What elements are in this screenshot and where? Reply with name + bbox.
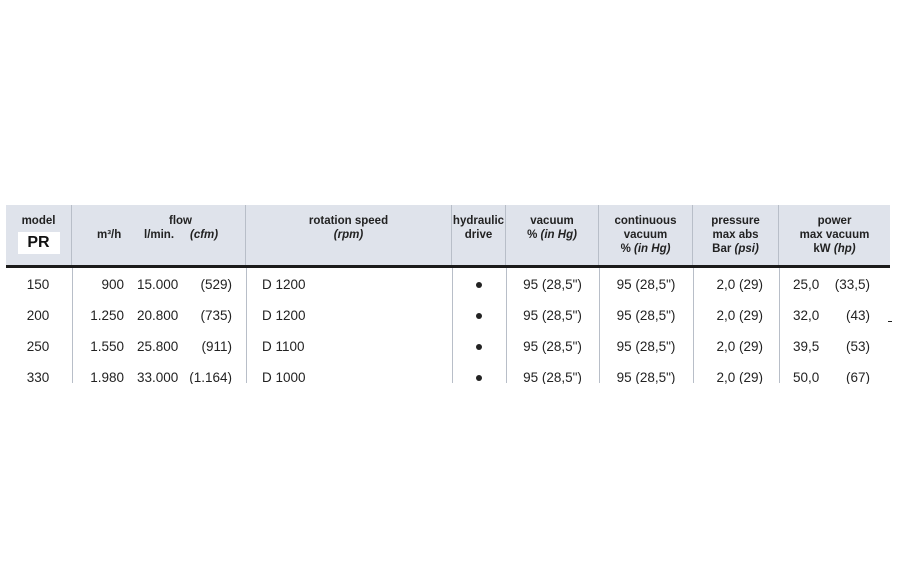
cell-rpm: D 1200 (262, 277, 306, 292)
cell-power-hp: (33,5) (834, 277, 870, 292)
header-power (779, 205, 890, 265)
cell-vacuum: 95 (28,5") (523, 370, 582, 384)
table-row (6, 301, 890, 331)
cell-cfm: (529) (200, 277, 232, 292)
cell-hydraulic-dot (476, 313, 482, 319)
table-row (6, 270, 890, 300)
table-row (6, 332, 890, 362)
cell-cfm: (1.164) (189, 370, 232, 384)
model-code-badge: PR (18, 232, 60, 254)
cell-lmin: 20.800 (137, 308, 179, 323)
edge-tick-mark (888, 321, 892, 322)
header-continuous-vacuum (599, 205, 693, 265)
cell-lmin: 25.800 (137, 339, 179, 354)
cell-power-kw: 39,5 (793, 339, 820, 354)
cell-m3h: 1.980 (90, 370, 124, 384)
header-pressure (693, 205, 779, 265)
cell-continuous-vacuum: 95 (28,5") (616, 308, 676, 323)
cell-model: 200 (26, 308, 50, 323)
cell-model: 250 (26, 339, 50, 354)
cell-m3h: 1.250 (90, 308, 124, 323)
cell-pressure: 2,0 (29) (716, 339, 763, 354)
cell-rpm: D 1100 (262, 339, 305, 354)
cell-power-hp: (43) (845, 308, 870, 323)
cell-cfm: (911) (201, 339, 232, 354)
header-rotation-unit: (rpm) (333, 229, 364, 241)
header-hydraulic-line1: hydraulic (452, 215, 505, 227)
cell-m3h: 900 (101, 277, 124, 292)
header-rotation-title: rotation speed (308, 215, 389, 227)
header-vacuum-pct: % (527, 229, 538, 241)
cell-continuous-vacuum: 95 (28,5") (616, 339, 676, 354)
header-press-bar: Bar (712, 243, 732, 255)
header-power-line2: max vacuum (799, 229, 870, 241)
header-model-label: model (21, 215, 56, 227)
table-row (6, 363, 890, 384)
header-press-line1: pressure (711, 215, 760, 227)
cell-power-kw: 25,0 (793, 277, 820, 292)
cell-vacuum: 95 (28,5") (523, 339, 582, 354)
cell-vacuum: 95 (28,5") (523, 277, 582, 292)
header-cont-line1: continuous (614, 215, 677, 227)
header-hydraulic (452, 205, 506, 265)
header-flow-title: flow (169, 215, 192, 227)
header-flow-units (72, 228, 245, 242)
cell-hydraulic-dot (476, 375, 482, 381)
header-model (6, 205, 72, 265)
cell-vacuum: 95 (28,5") (523, 308, 582, 323)
cell-rpm: D 1000 (262, 370, 306, 384)
cell-m3h: 1.550 (90, 339, 124, 354)
header-vacuum (506, 205, 599, 265)
cell-pressure: 2,0 (29) (716, 277, 763, 292)
cell-lmin: 33.000 (137, 370, 179, 384)
cell-hydraulic-dot (476, 344, 482, 350)
cell-rpm: D 1200 (262, 308, 306, 323)
header-power-unit: (hp) (833, 243, 856, 255)
header-power-kw: kW (813, 243, 831, 255)
header-press-line2: max abs (712, 229, 759, 241)
cell-model: 150 (26, 277, 50, 292)
header-rotation (246, 205, 452, 265)
cell-cfm: (735) (200, 308, 232, 323)
cell-continuous-vacuum: 95 (28,5") (616, 277, 676, 292)
header-cont-unit: (in Hg) (634, 243, 671, 255)
cell-lmin: 15.000 (137, 277, 179, 292)
cell-hydraulic-dot (476, 282, 482, 288)
cell-pressure: 2,0 (29) (716, 370, 763, 384)
header-hydraulic-line2: drive (464, 229, 493, 241)
header-cont-line2: vacuum (623, 229, 668, 241)
header-flow-lmin: l/min. (144, 229, 175, 241)
cell-power-hp: (67) (845, 370, 870, 384)
table-header (6, 205, 890, 268)
header-vacuum-title: vacuum (530, 215, 574, 227)
cell-power-kw: 50,0 (793, 370, 820, 384)
header-flow-m3h: m³/h (97, 229, 122, 241)
header-vacuum-unit: (in Hg) (540, 229, 577, 241)
header-flow-cfm: (cfm) (190, 229, 219, 241)
header-cont-pct: % (620, 243, 631, 255)
header-power-line1: power (817, 215, 852, 227)
cell-continuous-vacuum: 95 (28,5") (616, 370, 676, 384)
cell-pressure: 2,0 (29) (716, 308, 763, 323)
cell-model: 330 (26, 370, 50, 384)
header-flow (72, 205, 246, 265)
header-press-unit: (psi) (734, 243, 759, 255)
cell-power-kw: 32,0 (793, 308, 820, 323)
cell-power-hp: (53) (845, 339, 870, 354)
